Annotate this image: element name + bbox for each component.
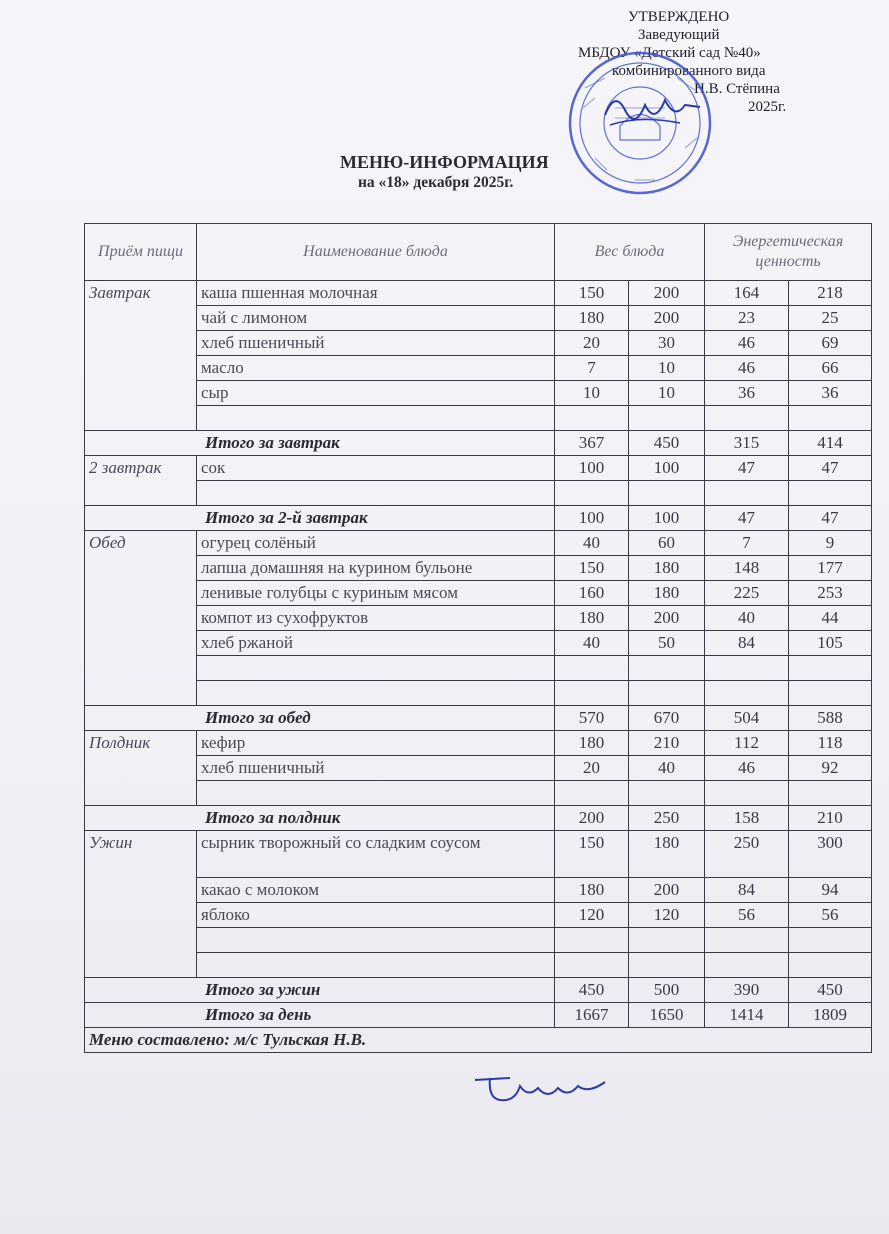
dish-weight: 200 <box>629 306 705 331</box>
dish-energy: 92 <box>789 756 872 781</box>
dish-weight: 30 <box>629 331 705 356</box>
dish-name: лапша домашняя на курином бульоне <box>197 556 555 581</box>
section-total-value: 250 <box>629 806 705 831</box>
dish-energy: 69 <box>789 331 872 356</box>
dish-weight: 20 <box>555 331 629 356</box>
dish-weight <box>629 481 705 506</box>
dish-weight: 200 <box>629 281 705 306</box>
dish-weight <box>555 481 629 506</box>
dish-name: кефир <box>197 731 555 756</box>
section-total-label: Итого за 2-й завтрак <box>85 506 555 531</box>
dish-weight: 100 <box>629 456 705 481</box>
approval-line2: Заведующий <box>638 27 720 43</box>
section-total-value: 570 <box>555 706 629 731</box>
dish-energy <box>705 656 789 681</box>
approval-line6: 2025г. <box>748 99 787 115</box>
dish-energy: 218 <box>789 281 872 306</box>
table-row <box>85 953 872 978</box>
table-row <box>85 681 872 706</box>
dish-weight <box>555 953 629 978</box>
dish-energy <box>789 781 872 806</box>
section-total-value: 100 <box>629 506 705 531</box>
dish-energy: 66 <box>789 356 872 381</box>
dish-weight <box>629 656 705 681</box>
section-total-value: 500 <box>629 978 705 1003</box>
dish-weight: 200 <box>629 606 705 631</box>
dish-weight: 180 <box>629 581 705 606</box>
dish-energy: 148 <box>705 556 789 581</box>
day-total-label: Итого за день <box>85 1003 555 1028</box>
table-row <box>85 878 872 903</box>
dish-weight: 180 <box>555 306 629 331</box>
table-row <box>85 331 872 356</box>
dish-energy: 300 <box>789 831 872 878</box>
section-total-value: 210 <box>789 806 872 831</box>
dish-weight: 20 <box>555 756 629 781</box>
table-row <box>85 606 872 631</box>
dish-name: сырник творожный со сладким соусом <box>197 831 555 878</box>
table-row <box>85 656 872 681</box>
section-total-value: 47 <box>705 506 789 531</box>
dish-energy <box>789 481 872 506</box>
dish-weight: 150 <box>555 831 629 878</box>
dish-weight <box>555 781 629 806</box>
approval-line3: МБДОУ «Детский сад №40» <box>578 45 761 61</box>
dish-weight: 180 <box>555 878 629 903</box>
table-row <box>85 928 872 953</box>
dish-energy: 40 <box>705 606 789 631</box>
dish-energy: 23 <box>705 306 789 331</box>
dish-energy: 44 <box>789 606 872 631</box>
section-total-value: 450 <box>789 978 872 1003</box>
dish-energy <box>705 928 789 953</box>
dish-weight <box>629 953 705 978</box>
section-total-label: Итого за обед <box>85 706 555 731</box>
dish-weight: 160 <box>555 581 629 606</box>
table-row <box>85 631 872 656</box>
dish-name <box>197 406 555 431</box>
section-total-row <box>85 806 872 831</box>
dish-energy: 225 <box>705 581 789 606</box>
dish-weight <box>629 928 705 953</box>
section-total-value: 450 <box>555 978 629 1003</box>
dish-energy: 250 <box>705 831 789 878</box>
section-total-value: 47 <box>789 506 872 531</box>
dish-energy <box>705 481 789 506</box>
section-total-value: 450 <box>629 431 705 456</box>
dish-energy: 36 <box>789 381 872 406</box>
dish-energy: 46 <box>705 356 789 381</box>
menu-date: на «18» декабря 2025г. <box>358 174 514 191</box>
dish-energy: 56 <box>705 903 789 928</box>
meal-name: Обед <box>85 531 197 706</box>
dish-energy <box>789 406 872 431</box>
table-row <box>85 903 872 928</box>
table-row <box>85 831 872 878</box>
dish-weight <box>629 406 705 431</box>
day-total-value: 1667 <box>555 1003 629 1028</box>
page-title: МЕНЮ-ИНФОРМАЦИЯ <box>340 152 549 172</box>
meal-name: 2 завтрак <box>85 456 197 506</box>
dish-name: сыр <box>197 381 555 406</box>
section-total-label: Итого за ужин <box>85 978 555 1003</box>
meal-name: Завтрак <box>85 281 197 431</box>
section-total-row <box>85 431 872 456</box>
section-total-row <box>85 706 872 731</box>
dish-weight <box>555 406 629 431</box>
section-total-value: 200 <box>555 806 629 831</box>
section-total-value: 315 <box>705 431 789 456</box>
dish-weight: 120 <box>629 903 705 928</box>
section-total-row <box>85 978 872 1003</box>
section-total-value: 100 <box>555 506 629 531</box>
dish-weight: 180 <box>629 831 705 878</box>
section-total-value: 414 <box>789 431 872 456</box>
dish-name <box>197 681 555 706</box>
header-weight: Вес блюда <box>555 224 705 281</box>
dish-name <box>197 928 555 953</box>
dish-weight: 50 <box>629 631 705 656</box>
table-row <box>85 406 872 431</box>
footer-author: Меню составлено: м/с Тульская Н.В. <box>85 1028 872 1053</box>
dish-weight <box>555 928 629 953</box>
approval-line4: комбинированного вида <box>612 63 766 79</box>
dish-energy: 94 <box>789 878 872 903</box>
day-total-value: 1809 <box>789 1003 872 1028</box>
dish-energy: 84 <box>705 878 789 903</box>
dish-name: каша пшенная молочная <box>197 281 555 306</box>
dish-name <box>197 481 555 506</box>
meal-name: Полдник <box>85 731 197 806</box>
dish-energy <box>789 928 872 953</box>
dish-weight: 60 <box>629 531 705 556</box>
section-total-label: Итого за завтрак <box>85 431 555 456</box>
dish-weight: 150 <box>555 556 629 581</box>
dish-energy: 7 <box>705 531 789 556</box>
table-row <box>85 456 872 481</box>
table-row <box>85 531 872 556</box>
dish-energy: 46 <box>705 756 789 781</box>
dish-name: ленивые голубцы с куриным мясом <box>197 581 555 606</box>
dish-weight: 10 <box>555 381 629 406</box>
dish-weight <box>555 656 629 681</box>
dish-name <box>197 953 555 978</box>
table-row <box>85 581 872 606</box>
dish-name: хлеб ржаной <box>197 631 555 656</box>
table-row <box>85 731 872 756</box>
dish-energy: 164 <box>705 281 789 306</box>
dish-energy: 112 <box>705 731 789 756</box>
section-total-value: 504 <box>705 706 789 731</box>
dish-weight: 10 <box>629 356 705 381</box>
dish-energy: 177 <box>789 556 872 581</box>
dish-energy: 36 <box>705 381 789 406</box>
dish-name: какао с молоком <box>197 878 555 903</box>
dish-energy: 118 <box>789 731 872 756</box>
dish-name: чай с лимоном <box>197 306 555 331</box>
header-meal: Приём пищи <box>85 224 197 281</box>
dish-name: сок <box>197 456 555 481</box>
dish-weight: 210 <box>629 731 705 756</box>
table-row <box>85 781 872 806</box>
dish-weight: 7 <box>555 356 629 381</box>
dish-energy <box>789 656 872 681</box>
dish-name <box>197 781 555 806</box>
dish-weight <box>629 681 705 706</box>
table-row <box>85 356 872 381</box>
menu-table-body <box>85 281 872 1003</box>
signature-icon <box>600 85 710 130</box>
approval-line5: Н.В. Стёпина <box>694 81 780 97</box>
section-total-value: 390 <box>705 978 789 1003</box>
day-total-row <box>85 1003 872 1028</box>
dish-energy: 47 <box>705 456 789 481</box>
approval-line1: УТВЕРЖДЕНО <box>628 9 730 25</box>
dish-energy: 46 <box>705 331 789 356</box>
table-row <box>85 756 872 781</box>
section-total-value: 158 <box>705 806 789 831</box>
dish-weight: 100 <box>555 456 629 481</box>
section-total-value: 367 <box>555 431 629 456</box>
table-row <box>85 306 872 331</box>
section-total-value: 588 <box>789 706 872 731</box>
dish-weight: 180 <box>555 606 629 631</box>
dish-energy <box>789 953 872 978</box>
dish-weight <box>629 781 705 806</box>
dish-name: яблоко <box>197 903 555 928</box>
dish-energy: 105 <box>789 631 872 656</box>
dish-energy: 56 <box>789 903 872 928</box>
dish-weight: 120 <box>555 903 629 928</box>
table-header-row <box>85 224 872 281</box>
dish-energy <box>789 681 872 706</box>
table-row <box>85 281 872 306</box>
footer-row <box>85 1028 872 1053</box>
section-total-value: 670 <box>629 706 705 731</box>
menu-table <box>84 223 872 1053</box>
header-dish: Наименование блюда <box>197 224 555 281</box>
meal-name: Ужин <box>85 831 197 978</box>
dish-weight: 180 <box>555 731 629 756</box>
dish-weight: 150 <box>555 281 629 306</box>
dish-energy: 253 <box>789 581 872 606</box>
dish-name: хлеб пшеничный <box>197 331 555 356</box>
table-row <box>85 556 872 581</box>
table-row <box>85 481 872 506</box>
dish-energy <box>705 406 789 431</box>
day-total-value: 1650 <box>629 1003 705 1028</box>
dish-weight: 200 <box>629 878 705 903</box>
dish-weight <box>555 681 629 706</box>
dish-energy: 47 <box>789 456 872 481</box>
day-total-value: 1414 <box>705 1003 789 1028</box>
dish-energy <box>705 681 789 706</box>
dish-energy <box>705 953 789 978</box>
dish-weight: 40 <box>629 756 705 781</box>
header-energy: Энергетическая ценность <box>705 224 872 281</box>
dish-energy: 84 <box>705 631 789 656</box>
dish-name: хлеб пшеничный <box>197 756 555 781</box>
dish-name: масло <box>197 356 555 381</box>
dish-energy: 25 <box>789 306 872 331</box>
table-row <box>85 381 872 406</box>
dish-weight: 40 <box>555 531 629 556</box>
dish-weight: 10 <box>629 381 705 406</box>
author-signature-icon <box>470 1068 610 1110</box>
dish-weight: 180 <box>629 556 705 581</box>
dish-energy <box>705 781 789 806</box>
dish-energy: 9 <box>789 531 872 556</box>
dish-name: огурец солёный <box>197 531 555 556</box>
dish-name <box>197 656 555 681</box>
dish-weight: 40 <box>555 631 629 656</box>
dish-name: компот из сухофруктов <box>197 606 555 631</box>
section-total-row <box>85 506 872 531</box>
section-total-label: Итого за полдник <box>85 806 555 831</box>
